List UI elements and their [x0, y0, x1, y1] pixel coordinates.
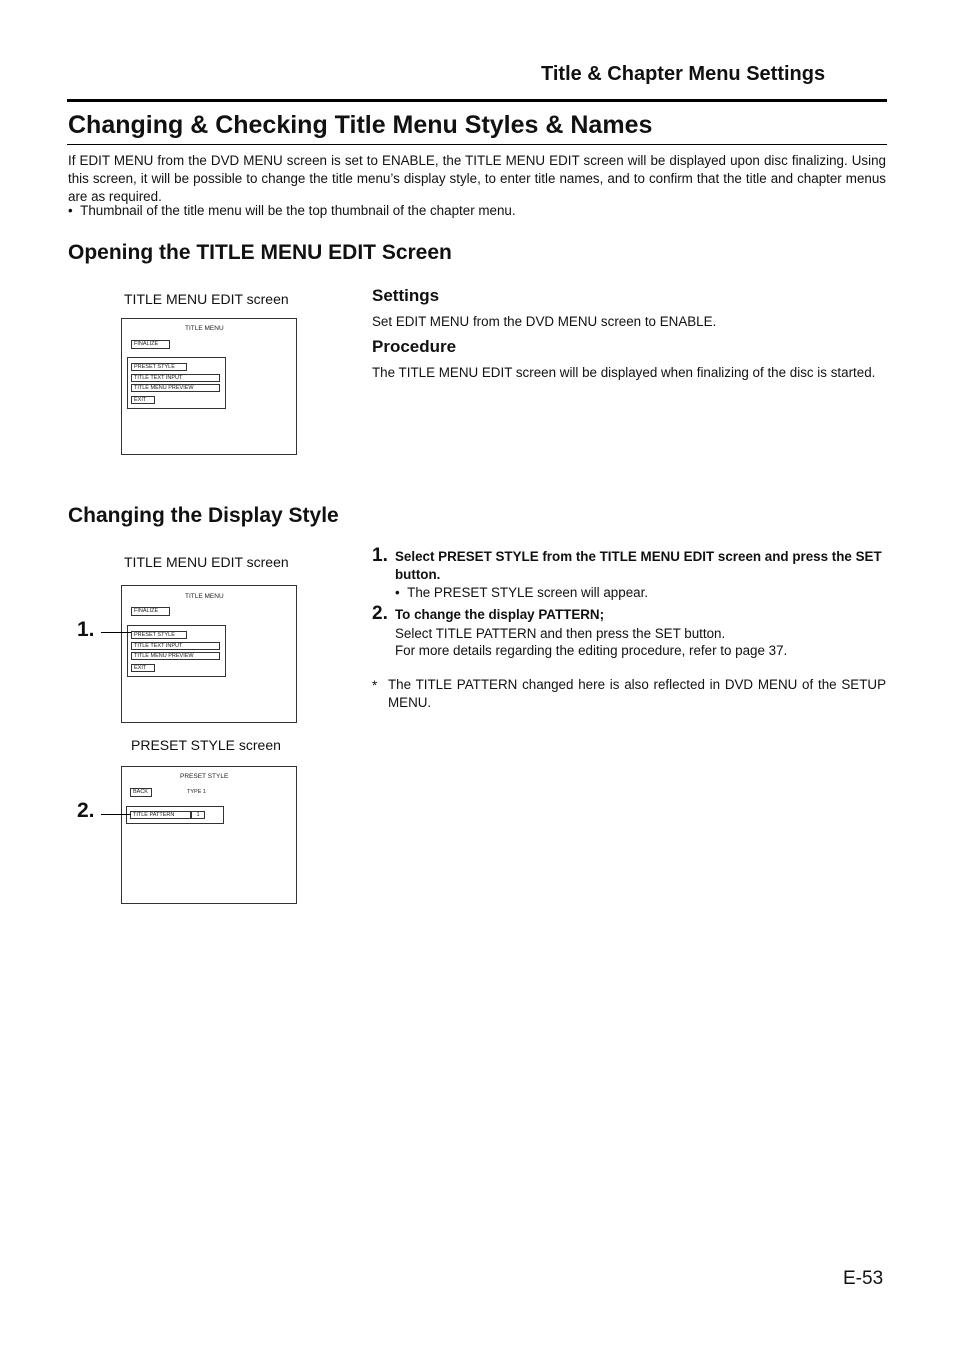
intro-bullet: • Thumbnail of the title menu will be the top thumbnail of the chapter menu.: [68, 203, 516, 218]
section-header: Title & Chapter Menu Settings: [541, 63, 826, 85]
step-1-title: Select PRESET STYLE from the TITLE MENU EDIT screen and press the SET button.: [395, 549, 882, 582]
callout-1: 1.: [77, 618, 95, 641]
menu-item-exit: EXIT: [131, 396, 155, 404]
menu-item-preset-style: PRESET STYLE: [131, 631, 187, 639]
step-2-number: 2.: [372, 603, 388, 624]
screen-title: TITLE MENU: [185, 325, 224, 332]
opening-heading: Opening the TITLE MENU EDIT Screen: [68, 241, 452, 264]
settings-text: Set EDIT MENU from the DVD MENU screen to ENABLE.: [372, 314, 717, 329]
menu-item-exit: EXIT: [131, 664, 155, 672]
display-screen-caption: TITLE MENU EDIT screen: [124, 554, 289, 570]
menu-item-title-menu-preview: TITLE MENU PREVIEW: [131, 384, 220, 392]
callout-2-line: [101, 814, 131, 815]
callout-1-line: [101, 632, 131, 633]
type-label: TYPE 1: [187, 789, 206, 795]
step-1-bullet-text: The PRESET STYLE screen will appear.: [407, 585, 649, 600]
step-2-title: To change the display PATTERN;: [395, 607, 605, 622]
note-text: The TITLE PATTERN changed here is also reflected in DVD MENU of the SETUP MENU.: [388, 677, 886, 710]
finalize-item: FINALIZE: [131, 607, 170, 616]
page-number: E-53: [843, 1268, 884, 1289]
procedure-heading: Procedure: [372, 337, 457, 356]
title-rule: [67, 144, 887, 145]
menu-item-title-menu-preview: TITLE MENU PREVIEW: [131, 652, 220, 660]
back-item: BACK: [130, 788, 152, 797]
menu-box: [127, 357, 226, 409]
preset-screen-caption: PRESET STYLE screen: [131, 737, 281, 753]
screen-title: TITLE MENU: [185, 593, 224, 600]
menu-item-title-text-input: TITLE TEXT INPUT: [131, 374, 220, 382]
page-title: Changing & Checking Title Menu Styles & Names: [68, 111, 653, 139]
step-1-bullet: • The PRESET STYLE screen will appear.: [395, 585, 649, 600]
title-pattern-item: TITLE PATTERN: [130, 811, 191, 819]
title-menu-edit-screen-2: [121, 585, 297, 723]
header-rule: [67, 99, 887, 102]
note-mark: *: [372, 678, 378, 693]
menu-box: [127, 625, 226, 677]
procedure-text: The TITLE MENU EDIT screen will be displayed when finalizing of the disc is started.: [372, 365, 876, 380]
step-2-line2: For more details regarding the editing procedure, refer to page 37.: [395, 643, 788, 658]
step-2-line1: Select TITLE PATTERN and then press the SET button.: [395, 626, 726, 641]
title-pattern-value: 1: [191, 811, 205, 819]
step-1-number: 1.: [372, 545, 388, 566]
settings-heading: Settings: [372, 286, 440, 305]
intro-bullet-text: Thumbnail of the title menu will be the top thumbnail of the chapter menu.: [80, 203, 516, 218]
menu-item-title-text-input: TITLE TEXT INPUT: [131, 642, 220, 650]
title-menu-edit-screen: [121, 318, 297, 455]
opening-screen-caption: TITLE MENU EDIT screen: [124, 291, 289, 307]
intro-paragraph: If EDIT MENU from the DVD MENU screen is set to ENABLE, the TITLE MENU EDIT screen will be displayed upon disc finalizing. Using this screen, it will be possible to change the title menu’s display style, to enter title names, and to confirm that the title and chapter menus are as required.: [68, 153, 886, 204]
pattern-box: [126, 806, 224, 824]
display-style-heading: Changing the Display Style: [68, 504, 339, 527]
preset-style-screen: [121, 766, 297, 904]
preset-screen-title: PRESET STYLE: [180, 773, 229, 780]
finalize-item: FINALIZE: [131, 340, 170, 349]
callout-2: 2.: [77, 799, 95, 822]
menu-item-preset-style: PRESET STYLE: [131, 363, 187, 371]
